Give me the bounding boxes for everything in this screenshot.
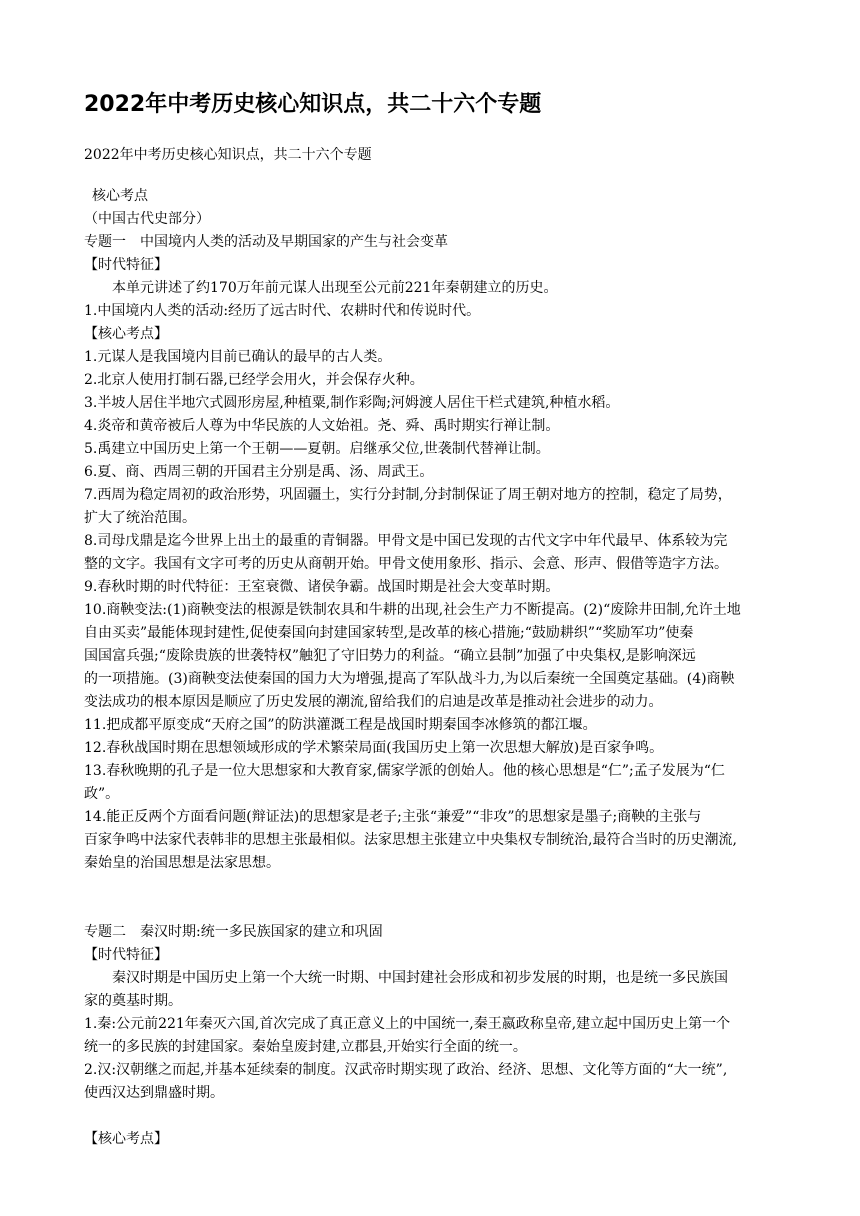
topic1-point: 3.半坡人居住半地穴式圆形房屋,种植粟,制作彩陶;河姆渡人居住干栏式建筑,种植水稻。 xyxy=(84,395,620,411)
topic1-point: 1.元谋人是我国境内目前已确认的最早的古人类。 xyxy=(84,349,392,365)
topic1-heading: 专题一 中国境内人类的活动及早期国家的产生与社会变革 xyxy=(84,234,448,250)
topic1-point-14-line: 14.能正反两个方面看问题(辩证法)的思想家是老子;主张“兼爱”“非攻”的思想家是墨子;商鞅的主张与 xyxy=(84,809,702,825)
topic1-point-10-line: 变法成功的根本原因是顺应了历史发展的潮流,留给我们的启迪是改革是推动社会进步的动力。 xyxy=(84,694,663,710)
topic2-point-2-line: 使西汉达到鼎盛时期。 xyxy=(84,1085,224,1101)
topic2-era-text-line: 家的奠基时期。 xyxy=(84,993,182,1009)
topic2-point-1-line: 统一的多民族的封建国家。秦始皇废封建,立郡县,开始实行全面的统一。 xyxy=(84,1039,527,1055)
topic1-era-text: 本单元讲述了约170万年前元谋人出现至公元前221年秦朝建立的历史。 xyxy=(112,280,558,296)
topic1-point-10-line: 自由买卖”最能体现封建性,促使秦国向封建国家转型,是改革的核心措施;“鼓励耕织”“奖励军功”使秦 xyxy=(84,625,694,641)
topic1-era-point: 1.中国境内人类的活动:经历了远古时代、农耕时代和传说时代。 xyxy=(84,303,481,319)
document-body xyxy=(84,185,784,1151)
document-title: 2022年中考历史核心知识点，共二十六个专题 xyxy=(84,92,542,117)
topic1-point: 4.炎帝和黄帝被后人尊为中华民族的人文始祖。尧、舜、禹时期实行禅让制。 xyxy=(84,418,560,434)
topic1-point: 2.北京人使用打制石器,已经学会用火，并会保存火种。 xyxy=(84,372,424,388)
topic1-point-14-line: 百家争鸣中法家代表韩非的思想主张最相似。法家思想主张建立中央集权专制统治,最符合当时的历史潮流, xyxy=(84,832,737,848)
topic1-point-8-line: 8.司母戊鼎是迄今世界上出土的最重的青铜器。甲骨文是中国已发现的古代文字中年代最早、体系较为完 xyxy=(84,533,728,549)
topic1-point-13-line: 政”。 xyxy=(84,786,120,802)
topic1-point-10-line: 10.商鞅变法:(1)商鞅变法的根源是铁制农具和牛耕的出现,社会生产力不断提高。(2)“废除井田制,允许土地 xyxy=(84,602,741,618)
topic2-core-label: 【核心考点】 xyxy=(84,1131,168,1147)
topic2-point-1-line: 1.秦:公元前221年秦灭六国,首次完成了真正意义上的中国统一,秦王嬴政称皇帝,建立起中国历史上第一个 xyxy=(84,1016,731,1032)
topic1-point-10-line: 的一项措施。(3)商鞅变法使秦国的国力大为增强,提高了军队战斗力,为以后秦统一全国奠定基础。(4)商鞅 xyxy=(84,671,735,687)
topic1-point-7-line: 7.西周为稳定周初的政治形势，巩固疆土，实行分封制,分封制保证了周王朝对地方的控制，稳定了局势， xyxy=(84,487,732,503)
topic1-point-7-line: 扩大了统治范围。 xyxy=(84,510,196,526)
document-subtitle: 2022年中考历史核心知识点，共二十六个专题 xyxy=(84,147,372,163)
topic1-point: 5.禹建立中国历史上第一个王朝——夏朝。启继承父位,世袭制代替禅让制。 xyxy=(84,441,550,457)
topic1-point-8-line: 整的文字。我国有文字可考的历史从商朝开始。甲骨文使用象形、指示、会意、形声、假借等造字方法。 xyxy=(84,556,728,572)
topic1-point-11: 11.把成都平原变成“天府之国”的防洪灌溉工程是战国时期秦国李冰修筑的都江堰。 xyxy=(84,717,597,733)
topic2-era-text-line: 秦汉时期是中国历史上第一个大统一时期、中国封建社会形成和初步发展的时期，也是统一多民族国 xyxy=(112,970,728,986)
topic1-point-10-line: 国国富兵强;“废除贵族的世袭特权”触犯了守旧势力的利益。“确立县制”加强了中央集权,是影响深远 xyxy=(84,648,696,664)
topic1-point: 6.夏、商、西周三朝的开国君主分别是禹、汤、周武王。 xyxy=(84,464,434,480)
topic1-point-13-line: 13.春秋晚期的孔子是一位大思想家和大教育家,儒家学派的创始人。他的核心思想是“仁”;孟子发展为“仁 xyxy=(84,763,725,779)
topic2-heading: 专题二 秦汉时期:统一多民族国家的建立和巩固 xyxy=(84,924,383,940)
section-spacer xyxy=(84,1105,784,1128)
topic2-point-2-line: 2.汉:汉朝继之而起,并基本延续秦的制度。汉武帝时期实现了政治、经济、思想、文化等方面的“大一统”, xyxy=(84,1062,728,1078)
topic1-era-label: 【时代特征】 xyxy=(84,257,168,273)
core-heading: 核心考点 xyxy=(92,188,148,204)
topic1-point-14-line: 秦始皇的治国思想是法家思想。 xyxy=(84,855,280,871)
topic1-core-label: 【核心考点】 xyxy=(84,326,168,342)
section-spacer xyxy=(84,875,784,921)
section-label: （中国古代史部分） xyxy=(84,211,210,227)
topic1-point-9: 9.春秋时期的时代特征：王室衰微、诸侯争霸。战国时期是社会大变革时期。 xyxy=(84,579,560,595)
topic2-era-label: 【时代特征】 xyxy=(84,947,168,963)
topic1-point-12: 12.春秋战国时期在思想领域形成的学术繁荣局面(我国历史上第一次思想大解放)是百家争鸣。 xyxy=(84,740,664,756)
